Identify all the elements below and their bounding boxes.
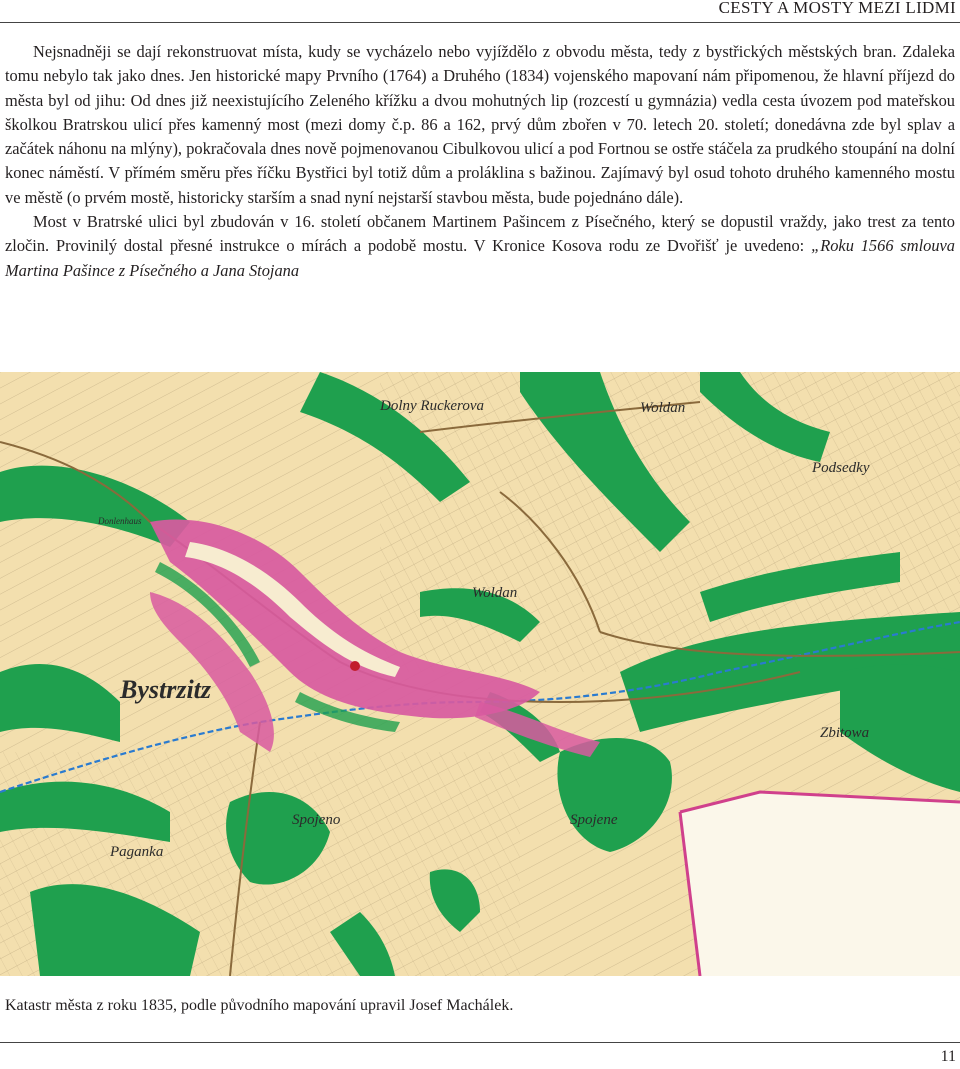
map-label-podsedky: Podsedky (812, 460, 870, 476)
map-label-town: Bystrzitz (120, 675, 212, 704)
map-label-dolni-ruckerova: Dolny Ruckerova (380, 398, 484, 414)
running-header (0, 0, 960, 22)
running-header-title: CESTY A MOSTY MEZI LIDMI (718, 0, 956, 17)
map-label-small: Donlenhaus (98, 516, 142, 526)
header-rule (0, 22, 960, 23)
map-label-woldan-top: Woldan (640, 400, 686, 416)
cadastral-map (0, 372, 960, 976)
map-label-zbitowa: Zbitowa (820, 725, 870, 741)
paragraph-2 (5, 210, 955, 283)
paragraph-1: Nejsnadněji se dají rekonstruovat místa, kudy se vycházelo nebo vyjíždělo z obvodu města, tedy z bystřických městských bran. Zdaleka tomu nebylo tak jako dnes. Jen historické mapy Prvního (1764) a Druhého (1834) vojenského mapovaní nám připomenou, že hlavní příjezd do města byl od jihu: Od dnes již neexistujícího Zeleného křížku a dvou mohutných lip (rozcestí u gymnázia) vedla cesta úvozem pod mateřskou školkou Bratrskou ulicí přes kamenný most (mezi domy č.p. 86 a 162, prvý dům zbořen v 70. letech 20. století; donedávna zde byl splav a začátek náhonu na mlýny), pokračovala dnes nově pojmenovanou Cibulkovou ulicí a pod Fortnou se ostře stáčela za prudkého stoupání na dolní konec náměstí. V přímém směru přes říčku Bystřici byl totiž dům a proláklina s bažinou. Zajímavý byl osud tohoto druhého kamenného mostu ve městě (o prvém mostě, historicky starším a snad nyní nejstarší stavbou města, bude pojednáno dále). (5, 42, 955, 207)
map-label-woldan-mid: Woldan (472, 585, 518, 601)
map-label-spojene-left: Spojeno (292, 812, 341, 828)
map-label-paganka: Paganka (110, 844, 164, 860)
paragraph-2-text: Most v Bratrské ulici byl zbudován v 16. století občanem Martinem Pašincem z Písečného, který se dopustil vraždy, jako trest za tento zločin. Provinilý dostal přesné instrukce o mírách a podobě mostu. V Kronice Kosova rodu ze Dvořišť je uvedeno: (5, 212, 955, 256)
paragraph-2-quote: „Roku 1566 smlouva Martina Pašince z Písečného a Jana Stojana (5, 236, 955, 280)
body-text (5, 40, 955, 283)
cadastral-map-image (0, 372, 960, 976)
footer-rule (0, 1042, 960, 1043)
map-white-area (680, 792, 960, 976)
map-label-spojene-right: Spojene (570, 812, 618, 828)
figure-caption: Katastr města z roku 1835, podle původního mapování upravil Josef Machálek. (5, 997, 514, 1014)
page-number: 11 (940, 1048, 956, 1065)
